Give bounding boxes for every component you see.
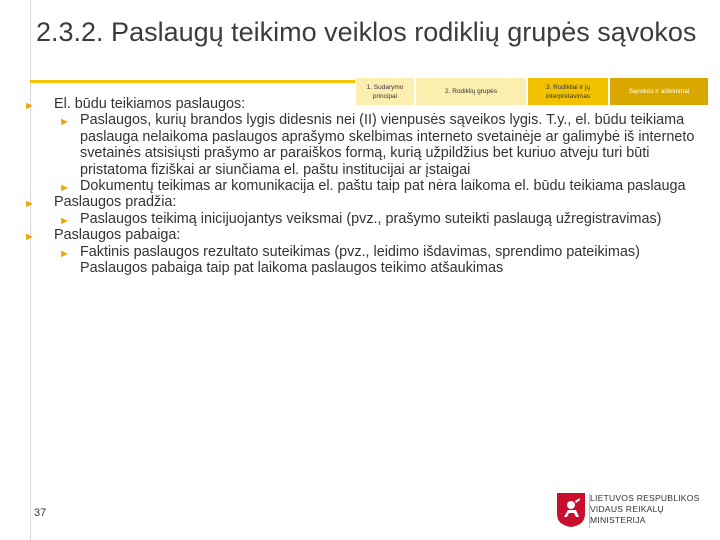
step-4-label: Sąvokos ir aiškinimai — [628, 88, 690, 95]
page-number: 37 — [34, 507, 47, 519]
coat-of-arms-icon — [556, 492, 586, 528]
list-item — [24, 227, 708, 277]
bullet-icon: ► — [24, 198, 35, 211]
logo-text — [590, 493, 700, 526]
list-item — [24, 96, 708, 195]
bullet-icon: ► — [59, 214, 70, 227]
step-2-label: 2. Rodiklių grupės — [444, 88, 498, 95]
item-heading: El. būdu teikiamos paslaugos: — [54, 96, 246, 112]
item-heading: Paslaugos pradžia: — [54, 194, 177, 211]
step-3-label: 3. Rodikliai ir jų interpretavimas — [545, 83, 591, 100]
slide-content — [24, 96, 708, 277]
bullet-icon: ► — [24, 100, 35, 112]
sub-list-item — [54, 211, 708, 227]
sub-list-item — [54, 244, 708, 277]
sub-item-text: Paslaugos teikimą inicijuojantys veiksmai (pvz., prašymo suteikti paslaugą užregistravimas) — [80, 210, 662, 227]
bullet-icon: ► — [24, 231, 35, 244]
bullet-icon: ► — [59, 116, 70, 129]
sub-item-text: Faktinis paslaugos rezultato suteikimas (pvz., leidimo išdavimas, sprendimo pateikimas) Paslaugos pabaiga taip pat laikoma paslaugos teikimo atšaukimas — [80, 243, 640, 277]
sub-list-item — [54, 178, 708, 194]
logo-line: LIETUVOS RESPUBLIKOS — [590, 493, 700, 503]
slide-title: 2.3.2. Paslaugų teikimo veiklos rodiklių grupės sąvokos — [36, 17, 697, 47]
list-item — [24, 194, 708, 227]
ministry-logo — [556, 490, 706, 532]
sub-item-text: Dokumentų teikimas ar komunikacija el. paštu taip pat nėra laikoma el. būdu teikiama paslauga — [80, 178, 686, 195]
logo-line: VIDAUS REIKALŲ — [590, 504, 664, 514]
bullet-icon: ► — [59, 247, 70, 260]
title-underline — [30, 80, 355, 83]
sub-list-item — [54, 112, 708, 178]
logo-line: MINISTERIJA — [590, 515, 646, 525]
sub-item-text: Paslaugos, kurių brandos lygis didesnis nei (II) vienpusės sąveikos lygis. T.y., el. būdu teikiama paslauga nelaikoma paslaugos aprašymo skelbimas interneto svetainėje ar galimybė iš interneto svetainės atsisiųsti prašymo ar paraiškos formą, kurią užpildžius bet kuriuo atveju turi būti pristatoma fiziškai ar siunčiama el. paštu institucijai ar įstaigai — [80, 112, 695, 178]
item-heading: Paslaugos pabaiga: — [54, 227, 181, 244]
bullet-icon: ► — [59, 182, 70, 195]
step-1-label: 1. Sudarymo principai — [366, 83, 404, 100]
